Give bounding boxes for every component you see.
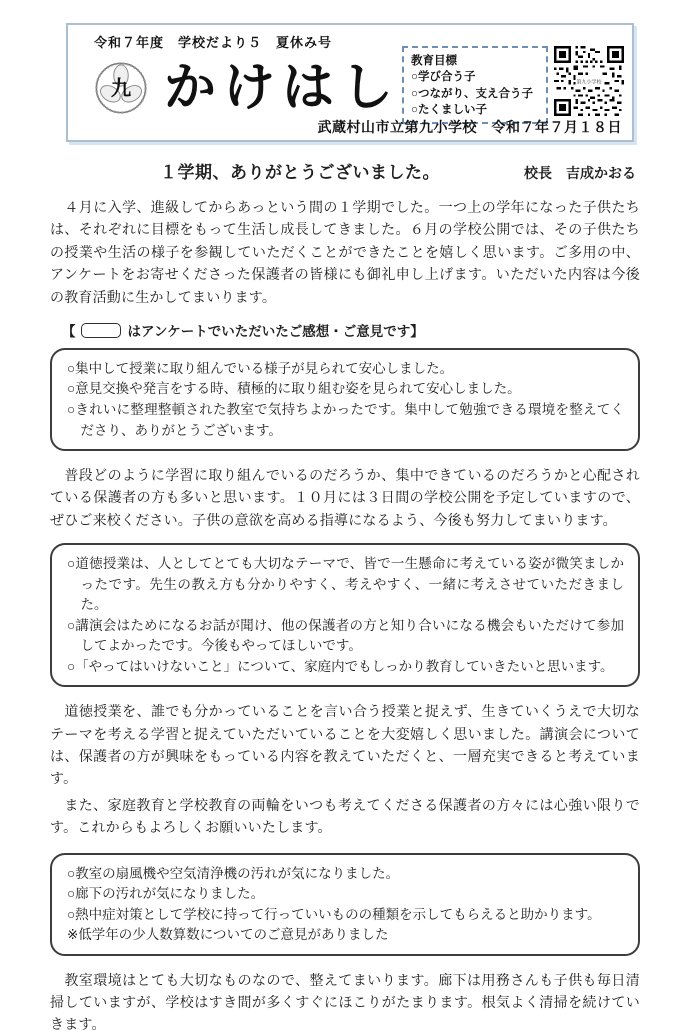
newsletter-title: かけはし [164,59,401,118]
goal-item: ○つながり、支え合う子 [411,87,533,100]
paragraph-reply-1: 普段どのように学習に取り組んでいるのだろうか、集中できているのだろうかと心配されている保護者の方も多いと思います。１０月には３日間の学校公開を予定していますので、ぜひご来校ください。子供の意欲を高める指導になるよう、今後も努力してまいります。 [50,467,640,528]
feedback-item: ○教室の扇風機や空気清浄機の汚れが気になりました。 [67,865,400,881]
principal-byline: 校長 吉成かおる [524,165,636,181]
legend-text: はアンケートでいただいたご感想・ご意見です】 [127,323,424,339]
feedback-item: ○「やってはいけないこと」について、家庭内でもしっかり教育していきたいと思います。 [67,658,614,674]
feedback-item: ※低学年の少人数算数についてのご意見がありました [67,927,389,943]
feedback-box-3 [50,853,640,956]
feedback-item: ○道徳授業は、人としてとても大切なテーマで、皆で一生懸命に考えている姿が微笑ましかったです。先生の教え方も分かりやすく、考えやすく、一緒に考えさせていただきました。 [67,556,624,613]
issue-line: 令和７年度 学校だより５ 夏休み号 [94,35,333,50]
qr-code [554,46,624,116]
emblem-character: 九 [110,78,132,101]
article-heading: １学期、ありがとうございました。 [160,163,440,182]
school-name-and-date: 武蔵村山市立第九小学校 令和７年７月１８日 [317,119,622,135]
feedback-item: ○廊下の汚れが気になりました。 [67,886,265,902]
paragraph-reply-2b: また、家庭教育と学校教育の両輪をいつも考えてくださる保護者の方々には心強い限りです。これからもよろしくお願いいたします。 [50,796,640,836]
paragraph-intro: ４月に入学、進級してからあっという間の１学期でした。一つ上の学年になった子供たちは、それぞれに目標をもって生活し成長してきました。６月の学校公開では、その子供たちの授業や生活の様子を参観していただくことができたことを嬉しく思います。ご多用の中、アンケートをお寄せくださった保護者の皆様にも御礼申し上げます。いただいた内容は今後の教育活動に生かしてまいります。 [50,199,640,305]
feedback-item: ○意見交換や発言をする時、積極的に取り組む姿を見られて安心しました。 [67,381,521,397]
paragraph-reply-2a: 道徳授業を、誰でも分かっていることを言い合う授業と捉えず、生きていくうえで大切なテーマを考える学習と捉えていただいていることを大変嬉しく思いました。講演会については、保護者の方が興味をもっている内容を教えていただくと、一層充実できると考えています。 [50,703,640,787]
feedback-item: ○集中して授業に取り組んでいる様子が見られて安心しました。 [67,360,454,376]
article-body [50,158,640,1036]
paragraph-reply-3: 教室環境はとても大切なものなので、整えてまいります。廊下は用務さんも子供も毎日清掃していますが、学校はすき間が多くすぐにほこりがたまります。根気よく清掃を続けていきます。 [50,971,640,1033]
feedback-box-2 [50,543,640,687]
education-goals-box [402,46,548,124]
feedback-item: ○熱中症対策として学校に持って行っていいものの種類を示してもらえると助かります。 [67,906,601,922]
feedback-box-1 [50,348,640,451]
legend-line [62,320,640,340]
goals-heading: 教育目標 [411,55,457,67]
legend-open-bracket: 【 [62,323,76,339]
goal-item: ○たくましい子 [411,103,487,116]
goal-item: ○学び合う子 [411,71,476,84]
feedback-item: ○きれいに整理整頓された教室で気持ちよかったです。集中して勉強できる環境を整えてくださり、ありがとうございます。 [67,401,624,438]
newsletter-header [66,23,634,142]
feedback-item: ○講演会はためになるお話が聞け、他の保護者の方と知り合いになる機会もいただけて参加してよかったです。今後もやってほしいです。 [67,617,624,654]
legend-sample-box [81,323,121,338]
school-emblem-icon [94,61,148,115]
qr-center-label: 第九小学校 [576,79,602,86]
